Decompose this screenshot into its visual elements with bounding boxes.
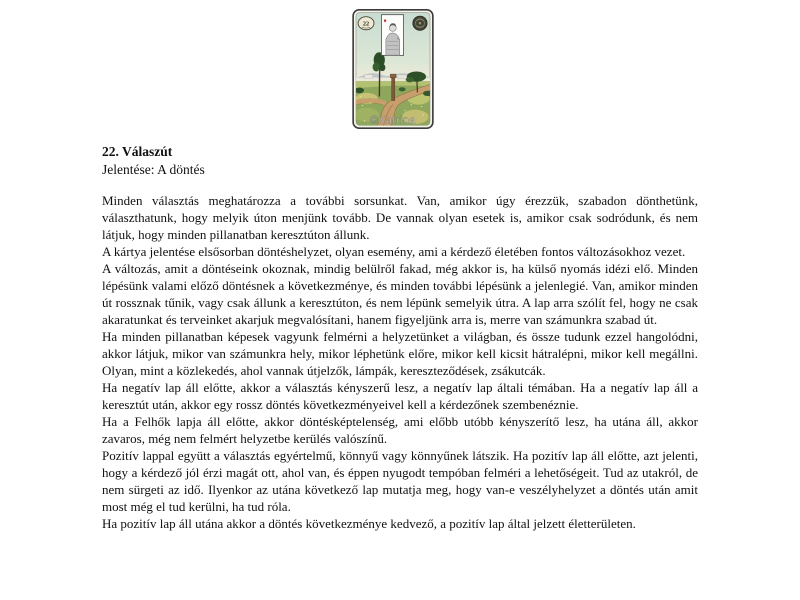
paragraph-negative-card: Ha negatív lap áll előtte, akkor a választás kényszerű lesz, a negatív lap általi témában. Ha a negatív lap áll a keresztút után, akkor egy rossz döntés következményeivel kell a kérdezőnek szembenéznie.: [102, 380, 698, 412]
paragraph-card-meaning: A kártya jelentése elsősorban döntéshelyzet, olyan esemény, ami a kérdező életében fontos változásokhoz vezet.: [102, 244, 686, 259]
card-seal-medallion: [413, 16, 427, 30]
article-body: [102, 192, 698, 532]
diamond-suit-icon: ♦: [383, 18, 387, 25]
paragraph-assessing-situation: Ha minden pillanatban képesek vagyunk felmérni a helyzetünket a világban, és össze tudunk ezzel hangolódni, akkor látjuk, mikor van számunkra hely, mikor léphetünk előre, mikor kell kicsit hátralépni, mikor kell megállni. Olyan, mint a közlekedés, ahol vannak útjelzők, lámpák, kereszteződések, zsákutcák.: [102, 329, 698, 378]
inset-queen-card: [381, 15, 403, 56]
paragraph-positive-card-before: Pozitív lappal együtt a választás egyértelmű, könnyű vagy könnyűnek látszik. Ha pozitív lap áll előtte, azt jelenti, hogy a kérdező jól érzi magát ott, ahol van, és éppen nyugodt tempóban felméri a lehetőségeit. Tud az utakról, de nem sürgeti az idő. Ilyenkor az utána következő lap mutatja meg, hogy van-e veszélyhelyzet a döntés után amit most még el tud kerülni, ha tud róla.: [102, 448, 698, 514]
page-title: 22. Válaszút: [102, 144, 173, 159]
card-number: 22: [362, 20, 370, 28]
card-meaning-subtitle: Jelentése: A döntés: [102, 162, 205, 177]
paragraph-choice-determines-fate: Minden választás meghatározza a további sorsunkat. Van, amikor úgy érezzük, szabadon dönthetünk, választhatunk, hogy melyik úton menjünk tovább. De vannak olyan esetek is, amikor csak sodródunk, és nem látjuk, hogy minden pillanatban keresztúton állunk.: [102, 193, 698, 242]
lenormand-card-image: [352, 9, 434, 129]
paragraph-clouds-card: Ha a Felhők lapja áll előtte, akkor döntésképtelenség, ami előbb utóbb kényszerítő lesz, ha utána áll, akkor zavaros, még nem felmért helyzetbe kerülés valószínű.: [102, 414, 698, 446]
crossroads-card-illustration: [352, 9, 434, 129]
watermark-text: ©Katrina: [370, 114, 416, 127]
article: [102, 143, 698, 532]
paragraph-positive-card-after: Ha pozitív lap áll utána akkor a döntés következménye kedvező, a pozitív lap által jelzett életterületen.: [102, 516, 636, 531]
card-number-medallion: [358, 17, 374, 30]
paragraph-change-from-within: A változás, amit a döntéseink okoznak, mindig belülről fakad, még akkor is, ha külső nyomás idézi elő. Minden lépésünk valami előző döntésnek a következménye, és minden további lépésünk a jelenlegié. Van, amikor minden út rossznak tűnik, vagy csak állunk a keresztúton, és nem lépünk semelyik útra. A lap arra szólít fel, hogy ne csak akaratunkat és terveinket akarjuk megvalósítani, hanem figyeljünk arra is, merre van számunkra szabad út.: [102, 261, 698, 327]
